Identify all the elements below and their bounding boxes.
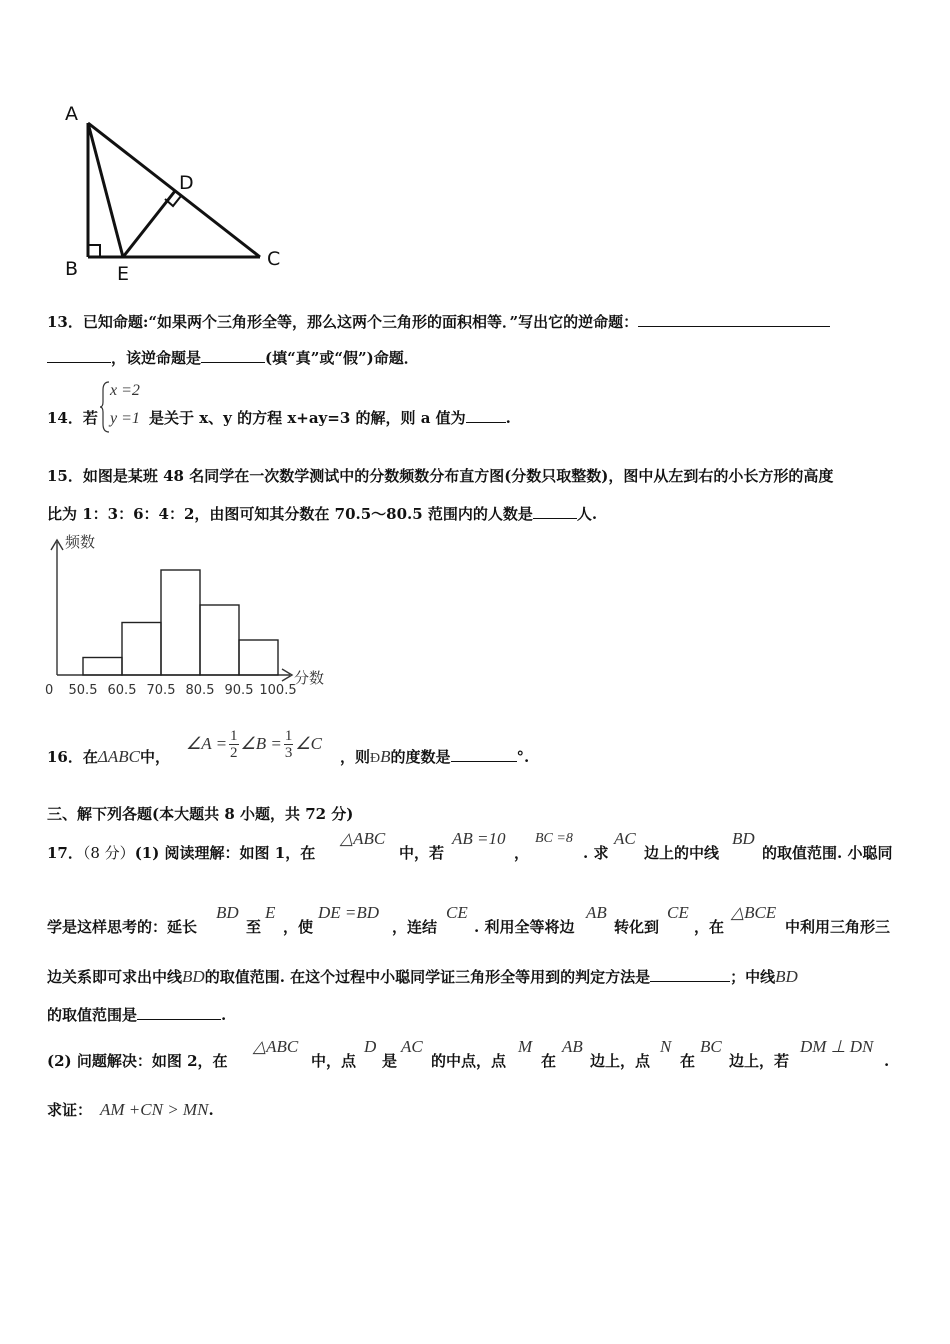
q17-score: （8 分） <box>82 844 135 862</box>
q14-answer-blank[interactable] <box>466 408 506 423</box>
q17-bc8: BC =8 <box>535 831 573 846</box>
q14-suffix: 是关于 x、y 的方程 x+ay=3 的解，则 a 值为 <box>149 409 466 427</box>
histogram-bar <box>83 658 122 676</box>
q16-b: B <box>380 747 391 766</box>
q17-p2-zhongdian: 的中点，点 <box>431 1052 507 1070</box>
q13-answer-blank1-cont[interactable] <box>47 348 111 363</box>
q15-line2 <box>47 504 597 524</box>
q17-answer-blank2[interactable] <box>137 1005 221 1020</box>
q17-proof-expr: AM +CN > MN <box>100 1100 209 1119</box>
q17-l2-ab: AB <box>586 903 607 922</box>
q17-answer-blank1[interactable] <box>650 967 730 982</box>
q13-line1 <box>47 312 830 332</box>
q17-proof-label: 求证： <box>47 1101 93 1119</box>
side-ac <box>88 123 260 257</box>
q17-l4: 的取值范围是 <box>47 1006 138 1024</box>
axes <box>51 540 292 681</box>
q17-l2-zhuanhua: 转化到 <box>614 918 660 936</box>
q17-l2-zhi: 至 <box>246 918 262 936</box>
right-angle-d <box>165 196 181 206</box>
q17-l2-a: 学是这样思考的：延长 <box>47 918 198 936</box>
section3-title: 三、解下列各题(本大题共 8 小题，共 72 分) <box>47 805 354 823</box>
q14-number: 14． <box>47 409 83 427</box>
q16-frac-third <box>284 728 294 761</box>
q16-angle-symbol: Ð <box>370 751 381 766</box>
q15-line1 <box>47 466 833 486</box>
x-tick-label: 70.5 <box>146 683 176 698</box>
q17-p2-end: . <box>884 1052 890 1070</box>
q17-l2-end: 中利用三角形三 <box>785 918 891 936</box>
x-tick-label: 60.5 <box>107 683 137 698</box>
q17-p2-d: D <box>364 1037 377 1056</box>
q17-p2-tri: △ABC <box>253 1037 299 1056</box>
q17-p2-a: (2) 问题解决：如图 2，在 <box>47 1052 228 1070</box>
q16-triangle: ΔABC <box>97 747 140 766</box>
label-a: A <box>65 103 78 125</box>
q17-l2-e: E <box>265 903 276 922</box>
q16-prefix-text: 在 <box>82 748 98 766</box>
q14-prefix: 若 <box>82 409 98 427</box>
q17-l2-liyong: . 利用全等将边 <box>474 918 575 936</box>
q17-l2-bce: △BCE <box>731 903 777 922</box>
q17-p2-ab: AB <box>562 1037 583 1056</box>
q17-bd: BD <box>732 829 755 848</box>
q17-proof-end: . <box>208 1101 214 1119</box>
q17-tri-abc: △ABC <box>340 829 386 848</box>
q17-p2-zai2: 在 <box>680 1052 696 1070</box>
bars-group <box>83 570 278 675</box>
q17-p2-zai: 在 <box>541 1052 557 1070</box>
q14-rest <box>149 408 511 428</box>
q14-eq1: x =2 <box>110 382 140 399</box>
q17-l3-bd2: BD <box>775 967 798 986</box>
q17-line4 <box>47 1005 226 1025</box>
q17-p2-bc: BC <box>700 1037 722 1056</box>
q17-l2-ce: CE <box>446 903 468 922</box>
right-angle-b <box>88 245 100 257</box>
segment-ae <box>88 123 123 257</box>
q13-answer-blank1[interactable] <box>638 312 830 327</box>
q16-angle-a: ∠A = <box>186 734 228 753</box>
q15-text3: 人. <box>576 505 598 523</box>
q16-angle-c: ∠C <box>295 734 322 753</box>
q17-l2-ce2: CE <box>667 903 689 922</box>
triangle-figure <box>55 95 305 290</box>
y-axis-label: 频数 <box>65 533 96 551</box>
q14-number-prefix <box>47 408 98 428</box>
q16-half-num: 1 <box>230 727 238 744</box>
x-tick-label: 100.5 <box>259 683 297 698</box>
label-d: D <box>179 172 194 194</box>
origin-label: 0 <box>45 683 54 698</box>
q14-end: . <box>505 409 511 427</box>
q16-half-den: 2 <box>230 744 238 761</box>
q13-line2 <box>47 348 419 368</box>
q16-number: 16． <box>47 748 83 766</box>
q17-l2-bd: BD <box>216 903 239 922</box>
q16-answer-blank[interactable] <box>451 747 517 762</box>
q17-qiu: . 求 <box>583 844 609 862</box>
histogram-chart <box>38 530 338 700</box>
q13-text1: 已知命题:“如果两个三角形全等，那么这两个三角形的面积相等．”写出它的逆命题： <box>82 313 639 331</box>
q17-ac: AC <box>614 829 636 848</box>
q17-l2-shi: ，使 <box>283 918 314 936</box>
q16-after: ，则 <box>340 748 371 766</box>
q17-ab10: AB =10 <box>452 829 506 848</box>
q16-third-num: 1 <box>284 727 293 744</box>
histogram-bar <box>239 640 278 675</box>
x-tick-label: 80.5 <box>185 683 215 698</box>
q13-text3: (填“真”或“假”)命题． <box>265 349 419 367</box>
label-b: B <box>65 258 79 280</box>
q16-angle-relation <box>186 722 322 766</box>
q16-angle-b: ∠B = <box>240 734 282 753</box>
histogram-bar <box>161 570 200 675</box>
q17-comma1: ， <box>514 844 530 862</box>
q15-text2: 比为 1：3：6：4：2，由图可知其分数在 70.5～80.5 范围内的人数是 <box>47 505 533 523</box>
q17-l4-end: . <box>221 1006 227 1024</box>
q13-text2: ，该逆命题是 <box>111 349 202 367</box>
histogram-bar <box>200 605 239 675</box>
q16-prefix <box>47 747 170 767</box>
q17-part1: (1) 阅读理解：如图 1，在 <box>134 844 316 862</box>
q17-p2-shi: 是 <box>382 1052 398 1070</box>
q16-suffix: 的度数是 <box>390 748 451 766</box>
q17-p2-n: N <box>660 1037 672 1056</box>
q14-eq2: y =1 <box>110 410 140 427</box>
q16-frac-half <box>229 728 239 761</box>
q15-number: 15． <box>47 467 83 485</box>
x-tick-label: 90.5 <box>224 683 254 698</box>
q17-p2-perp: DM ⊥ DN <box>800 1037 874 1056</box>
q17-quzhi: 的取值范围. 小聪同 <box>762 844 893 862</box>
q16-end: °. <box>516 748 530 766</box>
x-ticks-group <box>69 683 297 698</box>
q17-l2-lianjie: ，连结 <box>392 918 438 936</box>
q17-p2-ac: AC <box>401 1037 423 1056</box>
q13-number: 13． <box>47 313 83 331</box>
q17-line3 <box>47 967 798 987</box>
q15-answer-blank[interactable] <box>533 504 577 519</box>
q17-l3-b: 的取值范围. 在这个过程中小聪同学证三角形全等用到的判定方法是 <box>204 968 651 986</box>
label-e: E <box>117 263 130 285</box>
x-tick-label: 50.5 <box>68 683 98 698</box>
q17-p2-zhong: 中，点 <box>311 1052 357 1070</box>
label-c: C <box>267 248 281 270</box>
q17-bian-zhongxian: 边上的中线 <box>644 844 720 862</box>
q17-zhong-ruo: 中，若 <box>399 844 445 862</box>
q17-number: 17． <box>47 844 83 862</box>
q17-p2-m: M <box>518 1037 533 1056</box>
q17-l3-bd: BD <box>182 967 205 986</box>
q17-l2-zai: ，在 <box>694 918 725 936</box>
q17-l3-c: ；中线 <box>730 968 776 986</box>
histogram-bar <box>122 623 161 676</box>
q17-p2-bian2: 边上，若 <box>729 1052 790 1070</box>
q16-rest <box>340 747 529 769</box>
q17-num <box>47 843 315 863</box>
q16-third-den: 3 <box>284 744 293 761</box>
q16-mid-text: 中， <box>139 748 170 766</box>
x-axis-label: 分数 <box>294 669 325 687</box>
q17-l2-debd: DE =BD <box>318 903 380 922</box>
q13-answer-blank2[interactable] <box>201 348 265 363</box>
q17-p2-bian: 边上，点 <box>590 1052 651 1070</box>
q17-proof <box>47 1100 214 1120</box>
q17-l3-a: 边关系即可求出中线 <box>47 968 183 986</box>
q15-text1: 如图是某班 48 名同学在一次数学测试中的分数频数分布直方图(分数只取整数)，图中从左到右的小长方形的高度 <box>82 467 834 485</box>
